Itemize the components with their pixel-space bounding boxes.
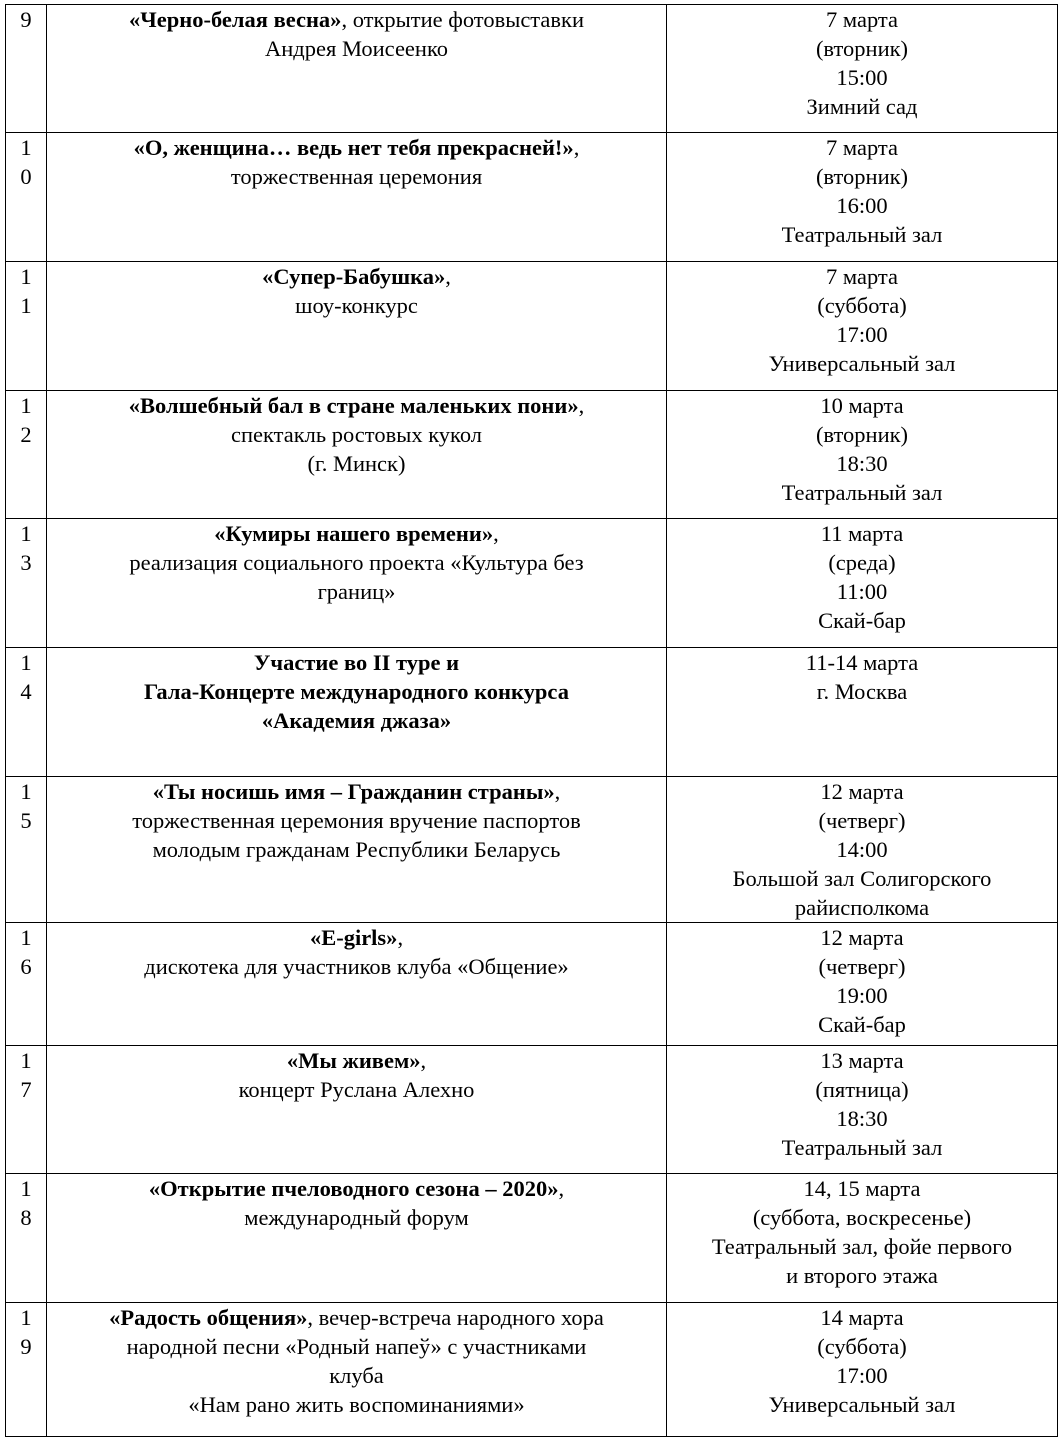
table-row — [6, 1046, 1058, 1174]
row-number-digit: 1 — [20, 1048, 32, 1073]
row-number-cell — [6, 1174, 47, 1303]
event-name-text: «Ты носишь имя – Гражданин страны» — [152, 779, 555, 804]
event-date-place-line: (четверг) — [818, 808, 906, 833]
event-date-place-line: 14:00 — [836, 837, 888, 862]
event-title-line — [47, 262, 666, 291]
event-description-text: , — [554, 779, 561, 804]
event-title-line — [47, 677, 666, 706]
event-date-place-line: Театральный зал — [781, 1135, 943, 1160]
event-date-place-line: (суббота, воскресенье) — [752, 1205, 972, 1230]
row-number-digit: 1 — [20, 1176, 32, 1201]
row-number-cell — [6, 923, 47, 1046]
row-number-digit: 7 — [20, 1077, 32, 1102]
event-date-place-line: (суббота) — [817, 1334, 907, 1359]
event-description-text: , — [445, 264, 451, 289]
event-title-line — [47, 420, 666, 449]
event-date-place-line: 18:30 — [836, 451, 888, 476]
event-title-line — [47, 1075, 666, 1104]
event-date-place-cell — [667, 5, 1058, 133]
table-row — [6, 1174, 1058, 1303]
event-description-text: , — [558, 1176, 565, 1201]
event-title-cell — [47, 777, 667, 923]
event-date-place-cell — [667, 777, 1058, 923]
event-description-text: , — [578, 393, 585, 418]
event-description-text: шоу-конкурс — [295, 293, 418, 318]
row-number-digit: 4 — [20, 679, 32, 704]
table-row — [6, 391, 1058, 519]
event-title-line — [47, 1203, 666, 1232]
event-date-place-line: (вторник) — [815, 36, 909, 61]
event-date-place-line: (суббота) — [817, 293, 907, 318]
event-date-place-cell — [667, 133, 1058, 262]
event-date-place-line: 7 марта — [826, 7, 898, 32]
event-date-place-cell — [667, 519, 1058, 648]
row-number-digit: 5 — [20, 808, 32, 833]
event-title-line — [47, 835, 666, 864]
row-number-cell — [6, 648, 47, 777]
row-number-cell — [6, 777, 47, 923]
event-title-cell — [47, 391, 667, 519]
event-name-text: Гала-Концерте международного конкурса — [144, 679, 569, 704]
event-date-place-line: Театральный зал, фойе первого — [711, 1234, 1013, 1259]
event-date-place-line: Скай-бар — [818, 608, 906, 633]
event-description-text: молодым гражданам Республики Беларусь — [152, 837, 561, 862]
row-number-digit: 1 — [20, 393, 32, 418]
event-date-place-line: (вторник) — [815, 422, 909, 447]
event-date-place-line: и второго этажа — [786, 1263, 938, 1288]
event-name-text: «Открытие пчеловодного сезона – 2020» — [148, 1176, 559, 1201]
event-description-text: (г. Минск) — [307, 451, 406, 476]
event-date-place-cell — [667, 262, 1058, 391]
event-date-place-line: (четверг) — [818, 954, 906, 979]
event-date-place-cell — [667, 648, 1058, 777]
row-number-cell — [6, 5, 47, 133]
event-description-text: , — [493, 521, 499, 546]
event-name-text: «E-girls» — [309, 925, 398, 950]
event-name-text: «Черно-белая весна» — [128, 7, 342, 32]
event-date-place-line: 13 марта — [820, 1048, 904, 1073]
row-number-cell — [6, 1046, 47, 1174]
event-description-text: клуба — [329, 1363, 384, 1388]
event-title-line — [47, 806, 666, 835]
row-number-digit: 1 — [20, 135, 32, 160]
event-date-place-line: 14, 15 марта — [803, 1176, 921, 1201]
event-date-place-line: 10 марта — [820, 393, 904, 418]
event-title-line — [47, 449, 666, 478]
event-date-place-line: 12 марта — [820, 925, 904, 950]
event-date-place-line: Универсальный зал — [768, 351, 956, 376]
row-number-cell — [6, 262, 47, 391]
event-title-line — [47, 5, 666, 34]
table-row — [6, 923, 1058, 1046]
event-name-text: «Академия джаза» — [261, 708, 452, 733]
row-number-digit: 1 — [20, 293, 32, 318]
event-title-cell — [47, 923, 667, 1046]
row-number-digit: 9 — [20, 1334, 32, 1359]
row-number-cell — [6, 133, 47, 262]
row-number-digit: 3 — [20, 550, 32, 575]
table-row — [6, 777, 1058, 923]
event-date-place-line: Универсальный зал — [768, 1392, 956, 1417]
event-date-place-line: 15:00 — [836, 65, 888, 90]
event-name-text: «Радость общения» — [109, 1305, 308, 1330]
event-date-place-line: 7 марта — [826, 264, 898, 289]
event-title-line — [47, 1174, 666, 1203]
event-description-text: , — [420, 1048, 427, 1073]
event-date-place-line: Зимний сад — [806, 94, 918, 119]
event-description-text: , вечер-встреча народного хора — [307, 1305, 604, 1330]
event-title-cell — [47, 262, 667, 391]
row-number-cell — [6, 519, 47, 648]
event-title-line — [47, 162, 666, 191]
event-date-place-line: 14 марта — [820, 1305, 904, 1330]
event-date-place-line: (вторник) — [815, 164, 909, 189]
table-row — [6, 262, 1058, 391]
event-description-text: концерт Руслана Алехно — [238, 1077, 475, 1102]
event-title-line — [47, 548, 666, 577]
event-title-line — [47, 648, 666, 677]
event-title-line — [47, 577, 666, 606]
row-number-digit: 8 — [20, 1205, 32, 1230]
event-name-text: «О, женщина… ведь нет тебя прекрасней!» — [133, 135, 574, 160]
event-description-text: торжественная церемония — [230, 164, 483, 189]
table-row — [6, 133, 1058, 262]
event-date-place-line: 16:00 — [836, 193, 888, 218]
event-description-text: Андрея Моисеенко — [265, 36, 448, 61]
row-number-digit: 1 — [20, 779, 32, 804]
event-title-line — [47, 34, 666, 63]
row-number-digit: 0 — [20, 164, 32, 189]
event-date-place-line: г. Москва — [816, 679, 908, 704]
event-description-text: народной песни «Родный напеў» с участниками — [126, 1334, 587, 1359]
table-row — [6, 648, 1058, 777]
event-title-line — [47, 952, 666, 981]
event-description-text: торжественная церемония вручение паспортов — [132, 808, 581, 833]
row-number-cell — [6, 1303, 47, 1437]
event-title-line — [47, 133, 666, 162]
table-row — [6, 1303, 1058, 1437]
event-title-line — [47, 1303, 666, 1332]
event-description-text: , — [573, 135, 580, 160]
event-title-cell — [47, 5, 667, 133]
event-date-place-line: 17:00 — [836, 1363, 888, 1388]
event-title-line — [47, 1332, 666, 1361]
event-name-text: «Волшебный бал в стране маленьких пони» — [128, 393, 579, 418]
event-title-line — [47, 391, 666, 420]
event-title-line — [47, 1390, 666, 1419]
event-description-text: , — [397, 925, 404, 950]
event-date-place-line: райисполкома — [794, 895, 930, 920]
event-date-place-line: 18:30 — [836, 1106, 888, 1131]
event-date-place-line: 12 марта — [820, 779, 904, 804]
event-title-line — [47, 706, 666, 735]
event-date-place-cell — [667, 1303, 1058, 1437]
event-description-text: дискотека для участников клуба «Общение» — [144, 954, 569, 979]
event-name-text: «Супер-Бабушка» — [262, 264, 446, 289]
row-number-digit: 1 — [20, 925, 32, 950]
event-title-cell — [47, 648, 667, 777]
event-date-place-line: Большой зал Солигорского — [732, 866, 992, 891]
event-title-cell — [47, 133, 667, 262]
event-title-cell — [47, 1303, 667, 1437]
event-description-text: реализация социального проекта «Культура без — [129, 550, 584, 575]
event-name-text: Участие во II туре и — [253, 650, 460, 675]
event-title-cell — [47, 1046, 667, 1174]
event-description-text: , открытие фотовыставки — [341, 7, 584, 32]
row-number-digit: 9 — [20, 7, 32, 32]
event-title-line — [47, 291, 666, 320]
row-number-digit: 1 — [20, 1305, 32, 1330]
event-date-place-line: (среда) — [828, 550, 896, 575]
event-date-place-cell — [667, 391, 1058, 519]
row-number-digit: 1 — [20, 264, 32, 289]
event-title-cell — [47, 1174, 667, 1303]
table-row — [6, 5, 1058, 133]
event-date-place-line: 11 марта — [820, 521, 904, 546]
event-title-line — [47, 1361, 666, 1390]
events-table — [5, 4, 1058, 1437]
event-date-place-line: 19:00 — [836, 983, 888, 1008]
event-date-place-line: 11-14 марта — [805, 650, 919, 675]
row-number-digit: 6 — [20, 954, 32, 979]
event-title-line — [47, 519, 666, 548]
event-name-text: «Мы живем» — [286, 1048, 421, 1073]
event-title-line — [47, 1046, 666, 1075]
event-description-text: «Нам рано жить воспоминаниями» — [188, 1392, 525, 1417]
event-date-place-line: 7 марта — [826, 135, 898, 160]
event-title-cell — [47, 519, 667, 648]
event-date-place-line: Театральный зал — [781, 222, 943, 247]
events-table-body — [6, 5, 1058, 1437]
table-row — [6, 519, 1058, 648]
event-description-text: международный форум — [244, 1205, 469, 1230]
event-date-place-cell — [667, 1174, 1058, 1303]
event-date-place-cell — [667, 1046, 1058, 1174]
event-title-line — [47, 777, 666, 806]
event-name-text: «Кумиры нашего времени» — [214, 521, 494, 546]
event-date-place-line: Скай-бар — [818, 1012, 906, 1037]
event-date-place-line: (пятница) — [815, 1077, 909, 1102]
row-number-digit: 1 — [20, 650, 32, 675]
row-number-cell — [6, 391, 47, 519]
event-description-text: границ» — [317, 579, 396, 604]
event-date-place-line: 17:00 — [836, 322, 888, 347]
event-date-place-line: 11:00 — [836, 579, 888, 604]
event-title-line — [47, 923, 666, 952]
event-date-place-cell — [667, 923, 1058, 1046]
row-number-digit: 1 — [20, 521, 32, 546]
row-number-digit: 2 — [20, 422, 32, 447]
event-date-place-line: Театральный зал — [781, 480, 943, 505]
event-description-text: спектакль ростовых кукол — [230, 422, 483, 447]
